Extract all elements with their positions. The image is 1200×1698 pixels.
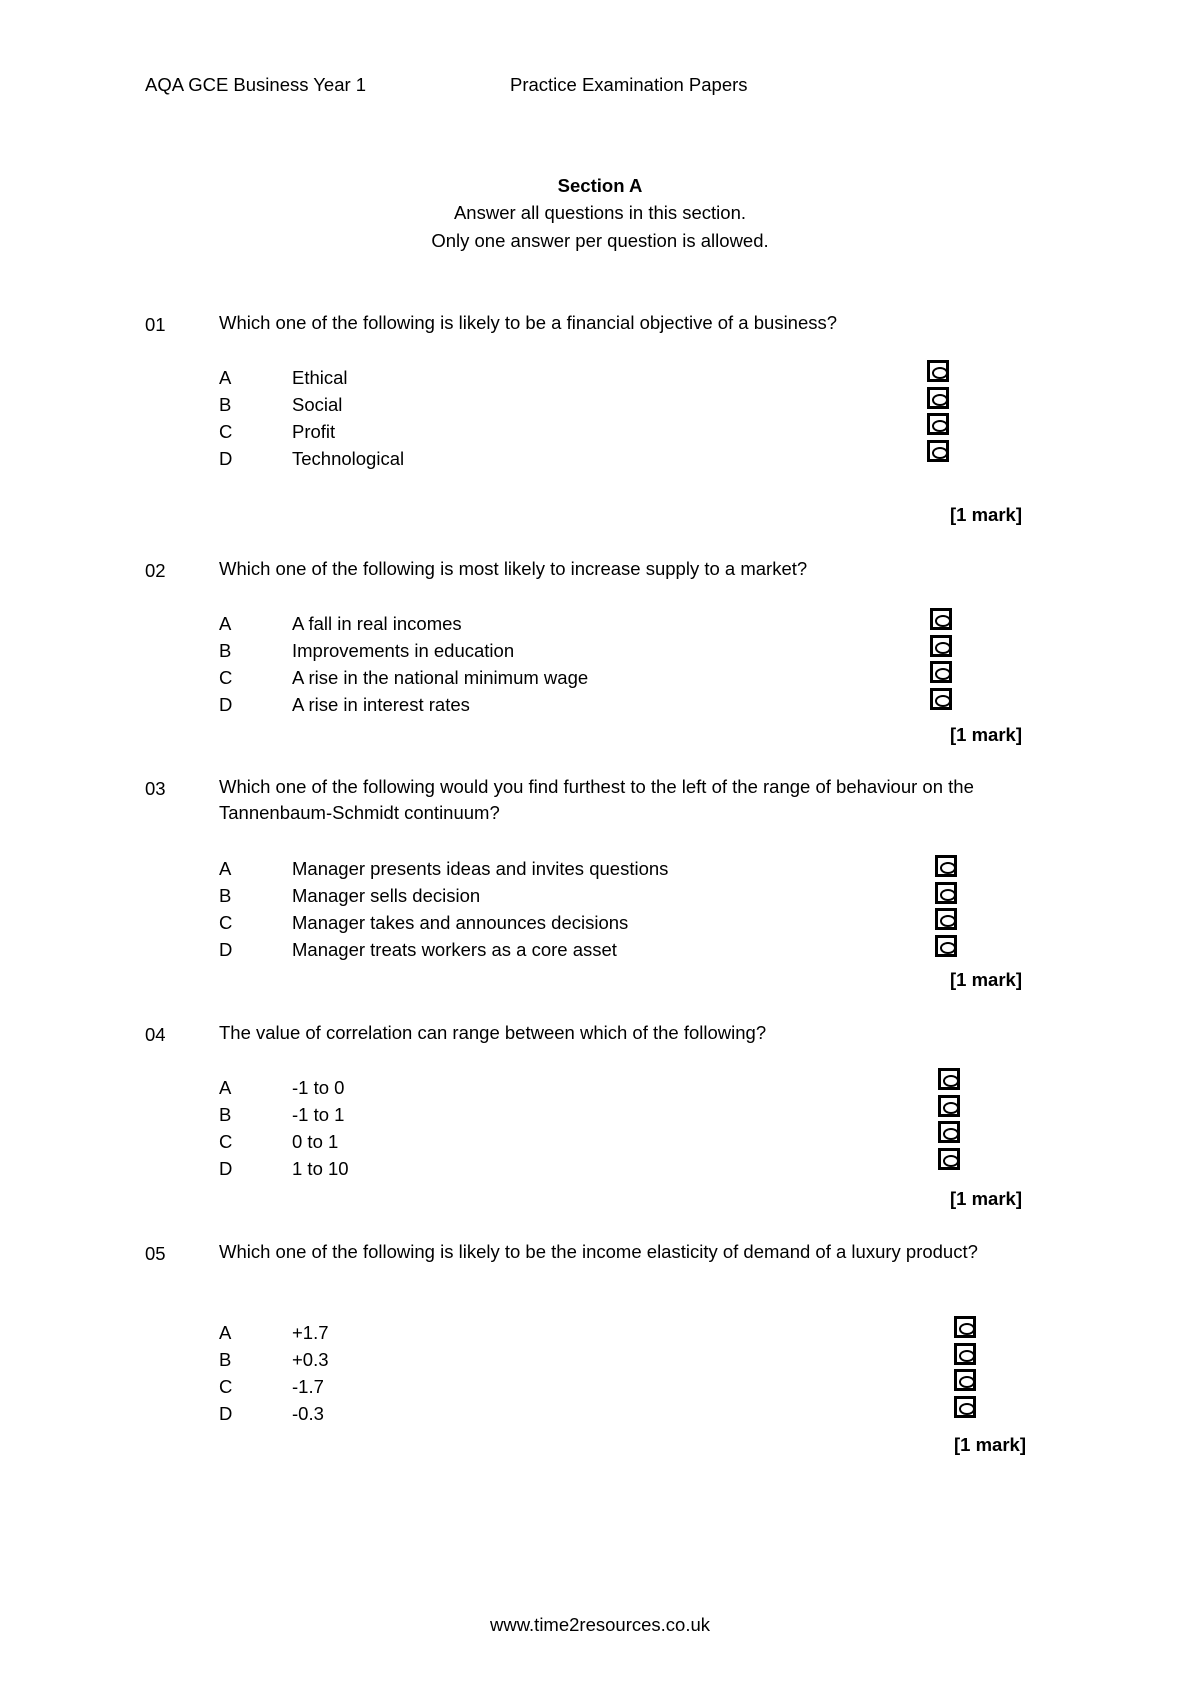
answer-option	[0, 421, 1200, 448]
option-letter: C	[219, 1376, 233, 1397]
question-number: 03	[145, 778, 166, 799]
option-letter: A	[219, 1322, 232, 1343]
answer-checkbox[interactable]	[938, 1068, 960, 1090]
mark-allocation: [1 mark]	[950, 724, 1022, 745]
answer-checkbox[interactable]	[927, 387, 949, 409]
option-letter: B	[219, 885, 232, 906]
option-letter: B	[219, 394, 232, 415]
answer-option	[0, 1349, 1200, 1376]
answer-option	[0, 912, 1200, 939]
answer-checkbox[interactable]	[938, 1148, 960, 1170]
answer-option	[0, 367, 1200, 394]
answer-checkbox[interactable]	[930, 635, 952, 657]
option-letter: B	[219, 640, 232, 661]
header-right: Practice Examination Papers	[510, 74, 748, 95]
option-text: -0.3	[292, 1403, 324, 1424]
option-text: -1 to 1	[292, 1104, 345, 1125]
option-text: A rise in the national minimum wage	[292, 667, 589, 688]
question-text: The value of correlation can range between which of the following?	[219, 1022, 767, 1043]
answer-checkbox[interactable]	[935, 908, 957, 930]
option-letter: C	[219, 912, 233, 933]
option-text: Ethical	[292, 367, 348, 388]
option-text: Improvements in education	[292, 640, 515, 661]
option-letter: B	[219, 1104, 232, 1125]
question-number: 02	[145, 560, 166, 581]
option-text: Profit	[292, 421, 336, 442]
option-text: -1 to 0	[292, 1077, 345, 1098]
answer-option	[0, 694, 1200, 721]
question-text: Which one of the following is likely to be the income elasticity of demand of a luxury product?	[219, 1241, 978, 1262]
option-text: Manager takes and announces decisions	[292, 912, 629, 933]
option-letter: D	[219, 448, 233, 469]
answer-checkbox[interactable]	[954, 1369, 976, 1391]
answer-option	[0, 939, 1200, 966]
answer-checkbox[interactable]	[927, 360, 949, 382]
answer-option	[0, 448, 1200, 475]
section-instruction-2: Only one answer per question is allowed.	[431, 230, 769, 251]
answer-checkbox[interactable]	[938, 1121, 960, 1143]
option-letter: C	[219, 421, 233, 442]
answer-option	[0, 394, 1200, 421]
option-letter: A	[219, 367, 232, 388]
option-text: A fall in real incomes	[292, 613, 462, 634]
option-text: Manager presents ideas and invites questions	[292, 858, 669, 879]
option-text: 1 to 10	[292, 1158, 349, 1179]
question-number: 04	[145, 1024, 166, 1045]
option-letter: D	[219, 1403, 233, 1424]
section-title: Section A	[557, 175, 643, 196]
answer-checkbox[interactable]	[927, 413, 949, 435]
answer-option	[0, 1403, 1200, 1430]
answer-option	[0, 1104, 1200, 1131]
answer-option	[0, 1376, 1200, 1403]
option-letter: A	[219, 858, 232, 879]
answer-option	[0, 1158, 1200, 1185]
footer-url: www.time2resources.co.uk	[489, 1614, 711, 1635]
answer-checkbox[interactable]	[938, 1095, 960, 1117]
option-letter: A	[219, 613, 232, 634]
answer-option	[0, 640, 1200, 667]
option-letter: D	[219, 694, 233, 715]
option-text: Manager sells decision	[292, 885, 481, 906]
question-text: Which one of the following is likely to be a financial objective of a business?	[219, 312, 838, 333]
option-text: Social	[292, 394, 343, 415]
option-text: +0.3	[292, 1349, 329, 1370]
option-letter: D	[219, 1158, 233, 1179]
answer-checkbox[interactable]	[935, 935, 957, 957]
answer-option	[0, 1077, 1200, 1104]
question-text: Which one of the following is most likely to increase supply to a market?	[219, 558, 808, 579]
answer-checkbox[interactable]	[935, 855, 957, 877]
answer-checkbox[interactable]	[954, 1316, 976, 1338]
option-text: -1.7	[292, 1376, 324, 1397]
answer-option	[0, 1322, 1200, 1349]
option-text: A rise in interest rates	[292, 694, 470, 715]
answer-checkbox[interactable]	[927, 440, 949, 462]
option-letter: D	[219, 939, 233, 960]
option-letter: A	[219, 1077, 232, 1098]
question-text: Which one of the following would you find furthest to the left of the range of behaviour on the Tannenbaum-Schmidt continuum?	[219, 776, 974, 823]
mark-allocation: [1 mark]	[950, 1188, 1022, 1209]
answer-checkbox[interactable]	[930, 661, 952, 683]
question-number: 01	[145, 314, 166, 335]
question-number: 05	[145, 1243, 166, 1264]
answer-option	[0, 885, 1200, 912]
option-letter: C	[219, 667, 233, 688]
mark-allocation: [1 mark]	[950, 969, 1022, 990]
answer-checkbox[interactable]	[935, 882, 957, 904]
option-text: Manager treats workers as a core asset	[292, 939, 617, 960]
option-text: 0 to 1	[292, 1131, 339, 1152]
option-text: +1.7	[292, 1322, 329, 1343]
answer-checkbox[interactable]	[954, 1343, 976, 1365]
answer-checkbox[interactable]	[930, 688, 952, 710]
section-instruction-1: Answer all questions in this section.	[453, 202, 747, 223]
option-letter: B	[219, 1349, 232, 1370]
answer-checkbox[interactable]	[954, 1396, 976, 1418]
answer-option	[0, 858, 1200, 885]
answer-option	[0, 1131, 1200, 1158]
answer-checkbox[interactable]	[930, 608, 952, 630]
header-left: AQA GCE Business Year 1	[145, 74, 367, 95]
option-letter: C	[219, 1131, 233, 1152]
answer-option	[0, 667, 1200, 694]
answer-option	[0, 613, 1200, 640]
mark-allocation: [1 mark]	[950, 504, 1022, 525]
option-text: Technological	[292, 448, 405, 469]
mark-allocation: [1 mark]	[954, 1434, 1026, 1455]
